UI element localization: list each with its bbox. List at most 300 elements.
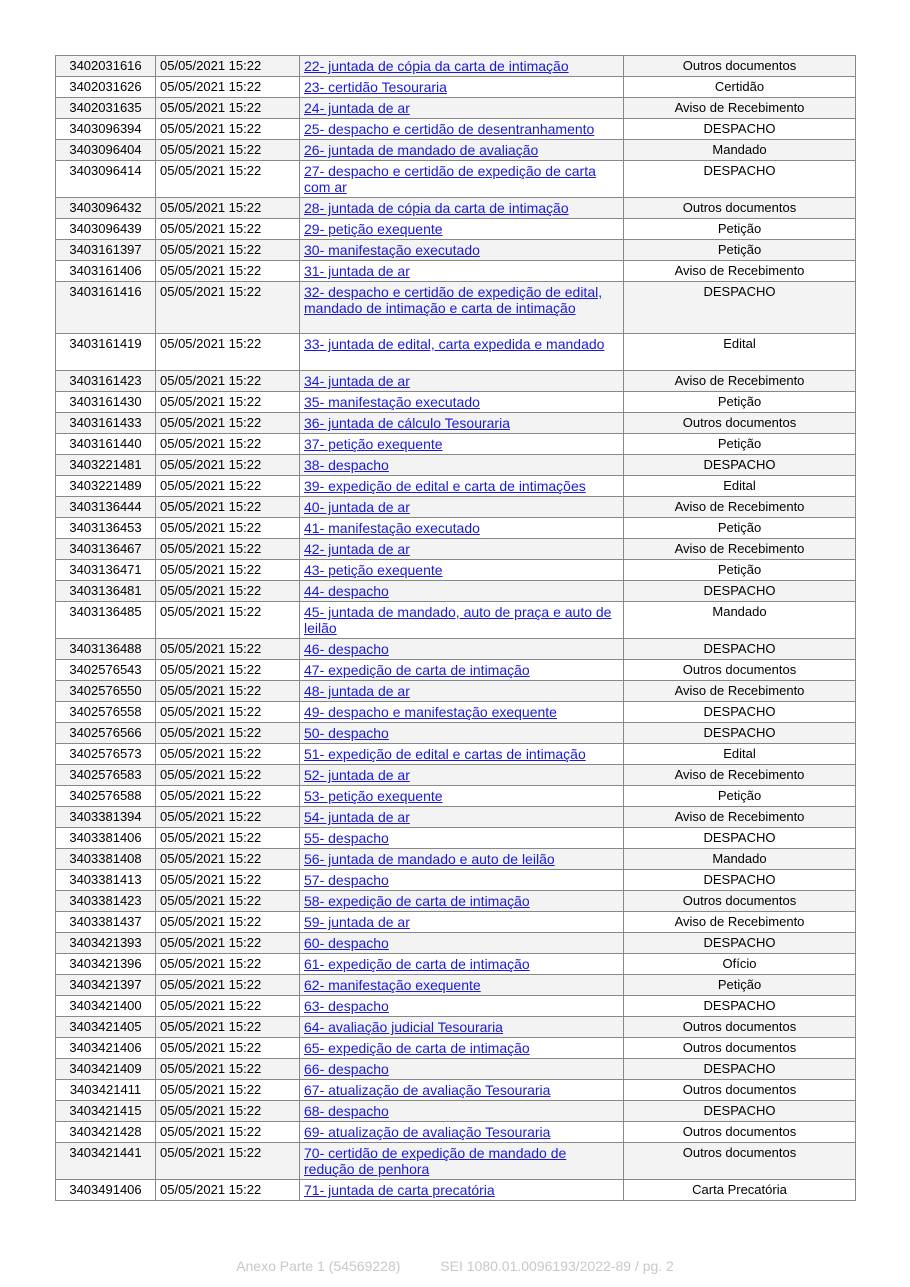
document-id-cell: 3403136481 [56,581,156,602]
document-link[interactable]: 48- juntada de ar [304,683,410,699]
footer-annex: Anexo Parte 1 (54569228) [236,1258,401,1274]
document-link[interactable]: 56- juntada de mandado e auto de leilão [304,851,555,867]
document-description-cell [300,98,624,119]
document-id-cell: 3403381408 [56,849,156,870]
document-description-cell [300,660,624,681]
document-id-cell: 3403136485 [56,602,156,639]
document-id-cell: 3402031635 [56,98,156,119]
document-link[interactable]: 45- juntada de mandado, auto de praça e auto de leilão [304,604,612,636]
document-date-cell: 05/05/2021 15:22 [156,476,300,497]
document-type-cell: Mandado [624,140,856,161]
document-id-cell: 3403381437 [56,912,156,933]
document-description-cell [300,1038,624,1059]
document-id-cell: 3403221489 [56,476,156,497]
document-type-cell: Outros documentos [624,1017,856,1038]
table-row [56,119,856,140]
document-id-cell: 3403421415 [56,1101,156,1122]
table-row [56,912,856,933]
document-description-cell [300,392,624,413]
document-id-cell: 3403096404 [56,140,156,161]
table-row [56,602,856,639]
document-id-cell: 3403096439 [56,219,156,240]
document-link[interactable]: 39- expedição de edital e carta de intimações [304,478,586,494]
document-type-cell: Aviso de Recebimento [624,681,856,702]
document-id-cell: 3403136467 [56,539,156,560]
document-description-cell [300,996,624,1017]
document-date-cell: 05/05/2021 15:22 [156,455,300,476]
document-id-cell: 3403381413 [56,870,156,891]
document-date-cell: 05/05/2021 15:22 [156,560,300,581]
document-description-cell [300,476,624,497]
table-row [56,476,856,497]
document-date-cell: 05/05/2021 15:22 [156,1017,300,1038]
document-type-cell: Outros documentos [624,413,856,434]
document-link[interactable]: 22- juntada de cópia da carta de intimação [304,58,569,74]
document-link[interactable]: 55- despacho [304,830,389,846]
document-date-cell: 05/05/2021 15:22 [156,518,300,539]
document-link[interactable]: 34- juntada de ar [304,373,410,389]
document-date-cell: 05/05/2021 15:22 [156,765,300,786]
document-date-cell: 05/05/2021 15:22 [156,1122,300,1143]
document-description-cell [300,912,624,933]
document-date-cell: 05/05/2021 15:22 [156,198,300,219]
document-type-cell: DESPACHO [624,639,856,660]
documents-table-body [56,56,856,1201]
table-row [56,497,856,518]
document-description-cell [300,119,624,140]
document-date-cell: 05/05/2021 15:22 [156,77,300,98]
document-description-cell [300,581,624,602]
table-row [56,1038,856,1059]
document-description-cell [300,870,624,891]
document-link[interactable]: 67- atualização de avaliação Tesouraria [304,1082,551,1098]
document-date-cell: 05/05/2021 15:22 [156,56,300,77]
document-date-cell: 05/05/2021 15:22 [156,1101,300,1122]
document-date-cell: 05/05/2021 15:22 [156,954,300,975]
document-link[interactable]: 26- juntada de mandado de avaliação [304,142,539,158]
document-date-cell: 05/05/2021 15:22 [156,870,300,891]
document-date-cell: 05/05/2021 15:22 [156,371,300,392]
document-description-cell [300,1059,624,1080]
document-id-cell: 3403161430 [56,392,156,413]
document-description-cell [300,334,624,371]
table-row [56,933,856,954]
document-type-cell: DESPACHO [624,119,856,140]
document-date-cell: 05/05/2021 15:22 [156,1038,300,1059]
document-type-cell: DESPACHO [624,1059,856,1080]
document-id-cell: 3403421406 [56,1038,156,1059]
document-id-cell: 3402576583 [56,765,156,786]
document-link[interactable]: 41- manifestação executado [304,520,480,536]
document-date-cell: 05/05/2021 15:22 [156,602,300,639]
document-date-cell: 05/05/2021 15:22 [156,539,300,560]
document-date-cell: 05/05/2021 15:22 [156,702,300,723]
document-description-cell [300,455,624,476]
page-footer [0,1258,910,1274]
document-id-cell: 3402576550 [56,681,156,702]
table-row [56,1143,856,1180]
table-row [56,140,856,161]
document-description-cell [300,891,624,912]
document-date-cell: 05/05/2021 15:22 [156,828,300,849]
document-link[interactable]: 40- juntada de ar [304,499,410,515]
document-id-cell: 3403421396 [56,954,156,975]
document-type-cell: Aviso de Recebimento [624,912,856,933]
table-row [56,870,856,891]
document-id-cell: 3403421400 [56,996,156,1017]
document-link[interactable]: 61- expedição de carta de intimação [304,956,530,972]
document-link[interactable]: 63- despacho [304,998,389,1014]
table-row [56,1180,856,1201]
document-description-cell [300,1122,624,1143]
document-type-cell: Outros documentos [624,56,856,77]
document-type-cell: DESPACHO [624,933,856,954]
document-description-cell [300,371,624,392]
document-id-cell: 3403096414 [56,161,156,198]
document-description-cell [300,744,624,765]
document-date-cell: 05/05/2021 15:22 [156,912,300,933]
document-date-cell: 05/05/2021 15:22 [156,1059,300,1080]
document-link[interactable]: 25- despacho e certidão de desentranhamento [304,121,595,137]
documents-table [55,55,856,1201]
document-link[interactable]: 42- juntada de ar [304,541,410,557]
document-type-cell: Edital [624,744,856,765]
document-id-cell: 3402576543 [56,660,156,681]
document-id-cell: 3403381394 [56,807,156,828]
table-row [56,282,856,334]
document-type-cell: Outros documentos [624,198,856,219]
document-type-cell: Petição [624,786,856,807]
document-date-cell: 05/05/2021 15:22 [156,786,300,807]
document-link[interactable]: 43- petição exequente [304,562,443,578]
table-row [56,56,856,77]
table-row [56,786,856,807]
document-id-cell: 3402576588 [56,786,156,807]
document-type-cell: Aviso de Recebimento [624,807,856,828]
document-description-cell [300,765,624,786]
document-type-cell: DESPACHO [624,1101,856,1122]
document-link[interactable]: 49- despacho e manifestação exequente [304,704,557,720]
document-link[interactable]: 37- petição exequente [304,436,443,452]
document-date-cell: 05/05/2021 15:22 [156,413,300,434]
document-link[interactable]: 66- despacho [304,1061,389,1077]
document-date-cell: 05/05/2021 15:22 [156,891,300,912]
document-type-cell: Petição [624,392,856,413]
document-date-cell: 05/05/2021 15:22 [156,240,300,261]
document-id-cell: 3403136471 [56,560,156,581]
document-id-cell: 3403161423 [56,371,156,392]
document-id-cell: 3403491406 [56,1180,156,1201]
document-date-cell: 05/05/2021 15:22 [156,996,300,1017]
document-link[interactable]: 62- manifestação exequente [304,977,481,993]
document-description-cell [300,702,624,723]
document-description-cell [300,282,624,334]
document-id-cell: 3402031616 [56,56,156,77]
document-date-cell: 05/05/2021 15:22 [156,334,300,371]
table-row [56,681,856,702]
document-link[interactable]: 46- despacho [304,641,389,657]
document-link[interactable]: 38- despacho [304,457,389,473]
document-date-cell: 05/05/2021 15:22 [156,497,300,518]
document-description-cell [300,954,624,975]
document-type-cell: Outros documentos [624,660,856,681]
table-row [56,434,856,455]
document-date-cell: 05/05/2021 15:22 [156,140,300,161]
table-row [56,198,856,219]
table-row [56,975,856,996]
document-link[interactable]: 54- juntada de ar [304,809,410,825]
document-link[interactable]: 33- juntada de edital, carta expedida e mandado [304,336,605,352]
document-description-cell [300,240,624,261]
document-link[interactable]: 27- despacho e certidão de expedição de carta com ar [304,163,596,195]
document-link[interactable]: 59- juntada de ar [304,914,410,930]
table-row [56,1017,856,1038]
document-description-cell [300,639,624,660]
document-type-cell: DESPACHO [624,282,856,334]
document-date-cell: 05/05/2021 15:22 [156,744,300,765]
document-id-cell: 3403096432 [56,198,156,219]
document-id-cell: 3403136444 [56,497,156,518]
document-id-cell: 3403221481 [56,455,156,476]
document-link[interactable]: 70- certidão de expedição de mandado de redução de penhora [304,1145,567,1177]
document-type-cell: Certidão [624,77,856,98]
table-row [56,413,856,434]
document-description-cell [300,602,624,639]
footer-sei-reference: SEI 1080.01.0096193/2022-89 / pg. 2 [440,1258,674,1274]
document-description-cell [300,140,624,161]
document-link[interactable]: 23- certidão Tesouraria [304,79,447,95]
document-type-cell: Petição [624,518,856,539]
document-id-cell: 3403096394 [56,119,156,140]
table-row [56,996,856,1017]
document-id-cell: 3403421411 [56,1080,156,1101]
document-description-cell [300,560,624,581]
table-row [56,518,856,539]
document-id-cell: 3403161440 [56,434,156,455]
table-row [56,219,856,240]
document-id-cell: 3402576573 [56,744,156,765]
document-description-cell [300,1017,624,1038]
document-date-cell: 05/05/2021 15:22 [156,975,300,996]
document-link[interactable]: 69- atualização de avaliação Tesouraria [304,1124,551,1140]
document-date-cell: 05/05/2021 15:22 [156,219,300,240]
document-description-cell [300,56,624,77]
document-description-cell [300,933,624,954]
document-description-cell [300,786,624,807]
document-date-cell: 05/05/2021 15:22 [156,282,300,334]
document-id-cell: 3403421397 [56,975,156,996]
document-id-cell: 3402031626 [56,77,156,98]
document-link[interactable]: 29- petição exequente [304,221,443,237]
document-type-cell: DESPACHO [624,161,856,198]
document-id-cell: 3402576566 [56,723,156,744]
document-description-cell [300,828,624,849]
document-link[interactable]: 60- despacho [304,935,389,951]
document-description-cell [300,849,624,870]
document-type-cell: DESPACHO [624,996,856,1017]
document-description-cell [300,1180,624,1201]
table-row [56,240,856,261]
document-link[interactable]: 50- despacho [304,725,389,741]
document-date-cell: 05/05/2021 15:22 [156,581,300,602]
document-type-cell: Petição [624,434,856,455]
document-id-cell: 3403161416 [56,282,156,334]
document-type-cell: Aviso de Recebimento [624,261,856,282]
table-row [56,1059,856,1080]
table-row [56,954,856,975]
document-date-cell: 05/05/2021 15:22 [156,660,300,681]
document-date-cell: 05/05/2021 15:22 [156,723,300,744]
document-type-cell: Outros documentos [624,1122,856,1143]
document-description-cell [300,975,624,996]
table-row [56,1101,856,1122]
document-description-cell [300,681,624,702]
document-description-cell [300,1080,624,1101]
document-id-cell: 3403136488 [56,639,156,660]
document-type-cell: Ofício [624,954,856,975]
document-type-cell: Edital [624,334,856,371]
document-type-cell: Aviso de Recebimento [624,371,856,392]
table-row [56,639,856,660]
document-type-cell: Mandado [624,849,856,870]
table-row [56,891,856,912]
table-row [56,744,856,765]
document-link[interactable]: 58- expedição de carta de intimação [304,893,530,909]
document-date-cell: 05/05/2021 15:22 [156,849,300,870]
table-row [56,1122,856,1143]
document-id-cell: 3403136453 [56,518,156,539]
table-row [56,539,856,560]
document-date-cell: 05/05/2021 15:22 [156,639,300,660]
document-date-cell: 05/05/2021 15:22 [156,1080,300,1101]
document-type-cell: Outros documentos [624,1038,856,1059]
document-link[interactable]: 44- despacho [304,583,389,599]
table-row [56,660,856,681]
document-description-cell [300,198,624,219]
document-type-cell: Petição [624,219,856,240]
document-type-cell: Aviso de Recebimento [624,765,856,786]
document-link[interactable]: 52- juntada de ar [304,767,410,783]
document-description-cell [300,161,624,198]
document-date-cell: 05/05/2021 15:22 [156,161,300,198]
document-description-cell [300,219,624,240]
document-type-cell: Carta Precatória [624,1180,856,1201]
table-row [56,723,856,744]
document-link[interactable]: 32- despacho e certidão de expedição de edital, mandado de intimação e carta de intimação [304,284,603,316]
document-type-cell: Outros documentos [624,891,856,912]
document-description-cell [300,539,624,560]
document-date-cell: 05/05/2021 15:22 [156,1143,300,1180]
document-type-cell: DESPACHO [624,723,856,744]
document-link[interactable]: 30- manifestação executado [304,242,480,258]
table-row [56,77,856,98]
table-row [56,98,856,119]
document-description-cell [300,1101,624,1122]
document-link[interactable]: 35- manifestação executado [304,394,480,410]
document-link[interactable]: 64- avaliação judicial Tesouraria [304,1019,503,1035]
table-row [56,702,856,723]
document-type-cell: Outros documentos [624,1080,856,1101]
table-row [56,560,856,581]
document-description-cell [300,434,624,455]
document-id-cell: 3403161397 [56,240,156,261]
document-id-cell: 3403421405 [56,1017,156,1038]
document-date-cell: 05/05/2021 15:22 [156,119,300,140]
document-type-cell: DESPACHO [624,702,856,723]
document-description-cell [300,518,624,539]
table-row [56,807,856,828]
document-link[interactable]: 68- despacho [304,1103,389,1119]
document-description-cell [300,1143,624,1180]
table-row [56,371,856,392]
table-row [56,828,856,849]
document-type-cell: Aviso de Recebimento [624,539,856,560]
document-id-cell: 3403421409 [56,1059,156,1080]
document-id-cell: 3402576558 [56,702,156,723]
table-row [56,455,856,476]
document-id-cell: 3403161419 [56,334,156,371]
table-row [56,849,856,870]
document-description-cell [300,723,624,744]
table-row [56,161,856,198]
document-link[interactable]: 31- juntada de ar [304,263,410,279]
document-link[interactable]: 65- expedição de carta de intimação [304,1040,530,1056]
document-type-cell: Petição [624,560,856,581]
document-id-cell: 3403381406 [56,828,156,849]
document-date-cell: 05/05/2021 15:22 [156,807,300,828]
document-link[interactable]: 47- expedição de carta de intimação [304,662,530,678]
document-id-cell: 3403421393 [56,933,156,954]
document-id-cell: 3403381423 [56,891,156,912]
document-description-cell [300,807,624,828]
document-type-cell: DESPACHO [624,828,856,849]
document-description-cell [300,497,624,518]
document-link[interactable]: 24- juntada de ar [304,100,410,116]
document-date-cell: 05/05/2021 15:22 [156,98,300,119]
document-link[interactable]: 57- despacho [304,872,389,888]
document-id-cell: 3403161433 [56,413,156,434]
document-type-cell: Petição [624,240,856,261]
document-type-cell: DESPACHO [624,581,856,602]
document-date-cell: 05/05/2021 15:22 [156,681,300,702]
document-type-cell: Petição [624,975,856,996]
document-link[interactable]: 51- expedição de edital e cartas de intimação [304,746,586,762]
table-row [56,581,856,602]
document-description-cell [300,261,624,282]
document-id-cell: 3403421428 [56,1122,156,1143]
document-type-cell: Aviso de Recebimento [624,497,856,518]
document-link[interactable]: 71- juntada de carta precatória [304,1182,495,1198]
table-row [56,261,856,282]
document-description-cell [300,413,624,434]
document-date-cell: 05/05/2021 15:22 [156,434,300,455]
document-date-cell: 05/05/2021 15:22 [156,261,300,282]
table-row [56,392,856,413]
document-link[interactable]: 28- juntada de cópia da carta de intimação [304,200,569,216]
document-link[interactable]: 36- juntada de cálculo Tesouraria [304,415,510,431]
document-id-cell: 3403421441 [56,1143,156,1180]
document-id-cell: 3403161406 [56,261,156,282]
document-date-cell: 05/05/2021 15:22 [156,392,300,413]
document-type-cell: Outros documentos [624,1143,856,1180]
table-row [56,1080,856,1101]
document-description-cell [300,77,624,98]
document-link[interactable]: 53- petição exequente [304,788,443,804]
document-type-cell: Mandado [624,602,856,639]
table-row [56,334,856,371]
document-type-cell: Aviso de Recebimento [624,98,856,119]
document-type-cell: Edital [624,476,856,497]
